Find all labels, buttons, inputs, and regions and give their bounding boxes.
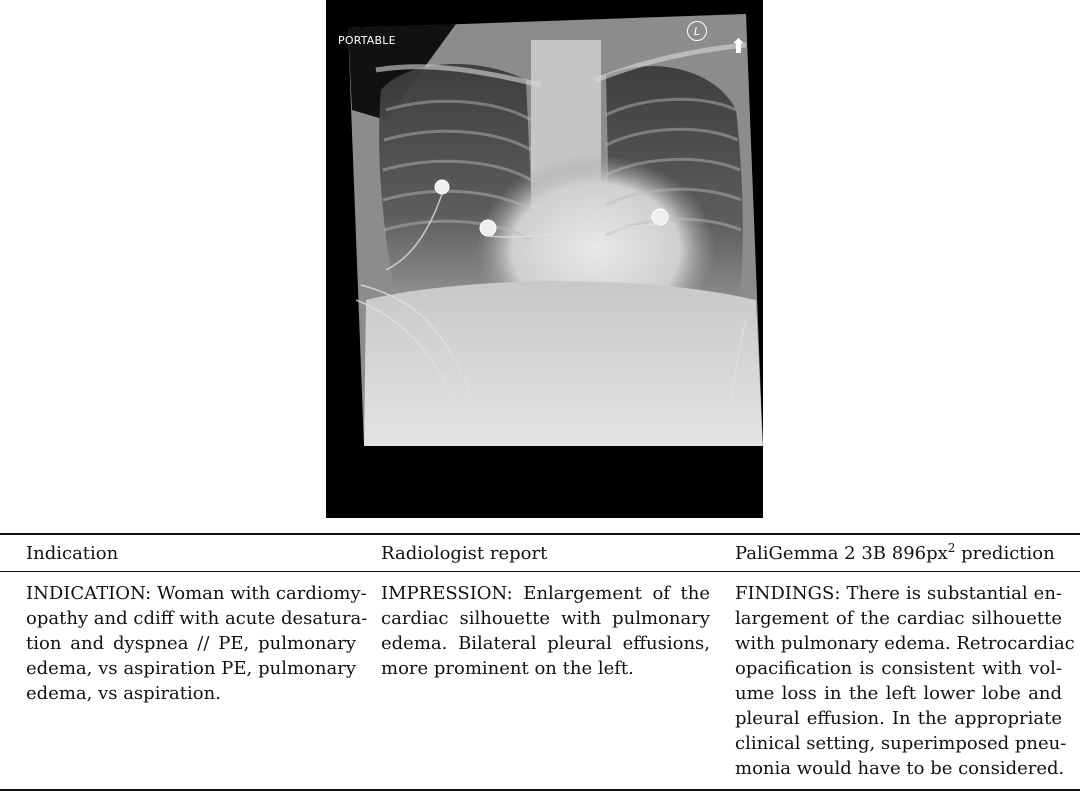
report-line: more prominent on the left. [381, 658, 634, 679]
prediction-line: opacification is consistent with vol- [735, 658, 1062, 679]
header-radiologist-report: Radiologist report [381, 543, 548, 564]
indication-line: edema, vs aspiration PE, pulmonary [26, 658, 356, 679]
indication-line: INDICATION: Woman with cardiomy- [26, 583, 367, 604]
header-prediction-superscript: 2 [947, 541, 956, 555]
chest-xray-graphic [326, 0, 763, 518]
report-line: edema. Bilateral pleural effusions, [381, 633, 710, 654]
indication-text [26, 581, 368, 706]
side-marker-l: L [687, 21, 707, 41]
prediction-line: monia would have to be considered. [735, 758, 1065, 779]
indication-line: opathy and cdiff with acute desatura- [26, 608, 368, 629]
indication-line: edema, vs aspiration. [26, 683, 221, 704]
prediction-line: clinical setting, superimposed pneu- [735, 733, 1067, 754]
portable-label: PORTABLE [338, 34, 396, 47]
up-arrow-icon: ⬆ [730, 34, 747, 58]
header-prediction-prefix: PaliGemma 2 3B 896px [735, 543, 948, 564]
report-line: IMPRESSION: Enlargement of the [381, 583, 710, 604]
header-prediction [735, 541, 1062, 566]
prediction-line: largement of the cardiac silhouette [735, 608, 1062, 629]
chest-xray-image [326, 0, 763, 518]
table-header-rule [0, 571, 1080, 572]
prediction-line: with pulmonary edema. Retrocardiac [735, 633, 1075, 654]
prediction-line: pleural effusion. In the appropriate [735, 708, 1062, 729]
prediction-line: FINDINGS: There is substantial en- [735, 583, 1062, 604]
report-line: cardiac silhouette with pulmonary [381, 608, 710, 629]
prediction-line: ume loss in the left lower lobe and [735, 683, 1062, 704]
radiologist-report-text [381, 581, 710, 681]
header-prediction-suffix: prediction [955, 543, 1055, 564]
table-bottom-rule [0, 789, 1080, 791]
prediction-text [735, 581, 1075, 781]
table-top-rule [0, 533, 1080, 535]
indication-line: tion and dyspnea // PE, pulmonary [26, 633, 356, 654]
header-indication: Indication [26, 543, 119, 564]
